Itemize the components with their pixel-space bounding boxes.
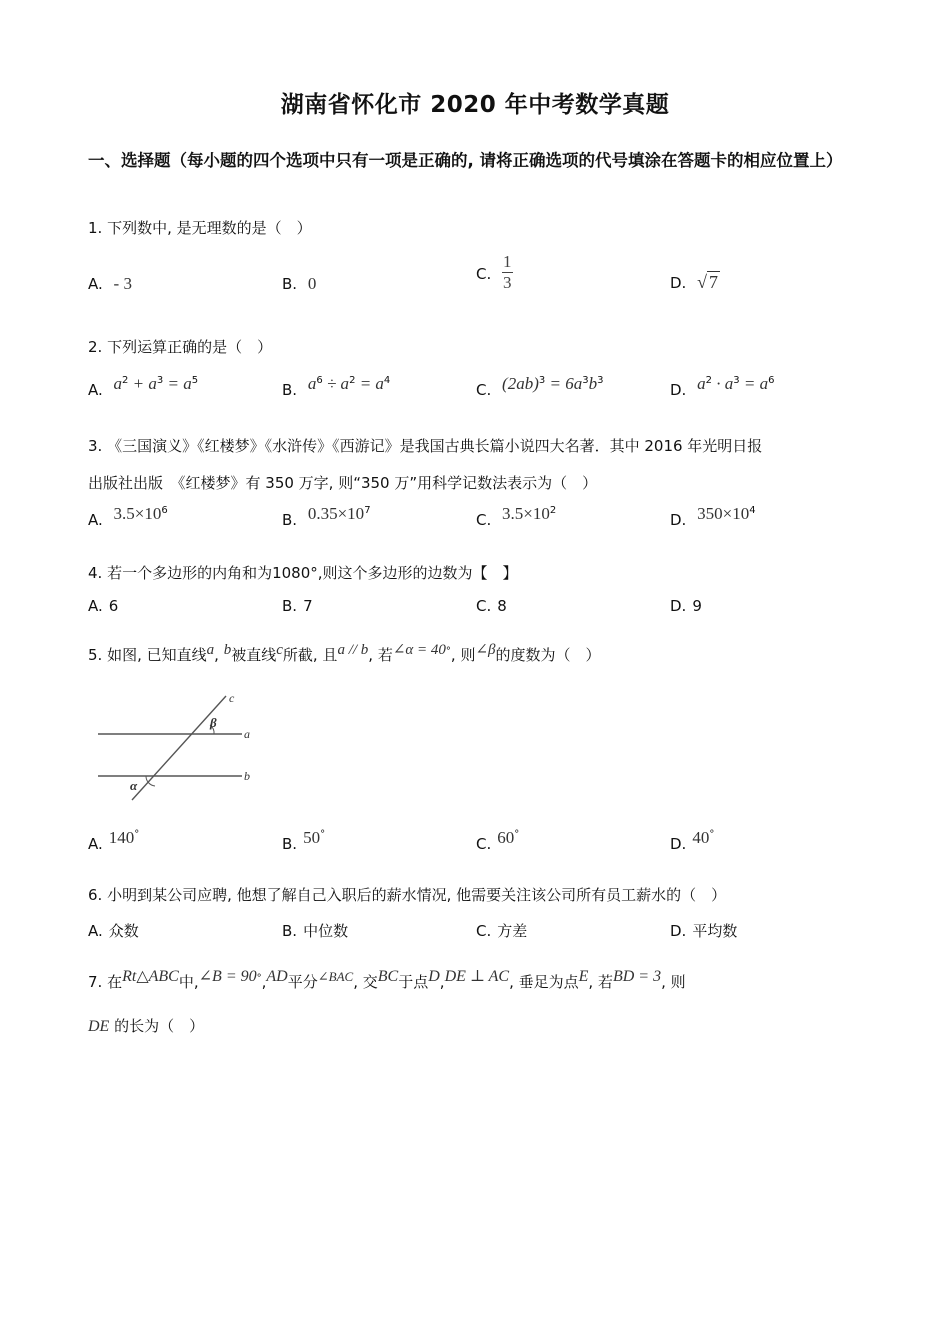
- option-a[interactable]: [88, 920, 139, 941]
- parallel-lines-figure: [96, 690, 266, 808]
- stem-text: , 若: [368, 646, 393, 664]
- option-label: D.: [670, 597, 687, 615]
- option-label: C.: [476, 381, 492, 399]
- expr-part: = a: [355, 374, 384, 393]
- option-value: - 3: [113, 274, 132, 293]
- expr-part: ÷ a: [322, 374, 350, 393]
- stem-text: 如图, 已知直线: [107, 646, 207, 664]
- expr-part: b: [588, 374, 598, 393]
- option-value: 7: [303, 597, 313, 615]
- option-a[interactable]: [88, 504, 168, 529]
- exponent: 3: [733, 375, 740, 386]
- label-b: b: [244, 769, 250, 783]
- option-label: B.: [282, 835, 298, 853]
- option-label: A.: [88, 922, 103, 940]
- exponent: 3: [582, 375, 589, 386]
- expr-part: a: [307, 374, 317, 393]
- exponent: 4: [383, 375, 391, 386]
- question-7: [88, 962, 878, 997]
- stem-text: , 若: [588, 973, 613, 991]
- option-a[interactable]: [88, 274, 132, 294]
- option-value: 6: [108, 597, 119, 615]
- question-stem-line1: 《三国演义》《红楼梦》《水浒传》《西游记》是我国古典长篇小说四大名著．其中 2016 年光明日报: [107, 437, 763, 455]
- question-7-line2: [88, 1014, 878, 1039]
- option-label: C.: [476, 511, 492, 529]
- exponent: 3: [538, 375, 546, 386]
- option-b[interactable]: [282, 274, 316, 294]
- stem-math: DE ⊥ AC: [444, 968, 510, 985]
- stem-math: ∠B = 90: [198, 968, 257, 985]
- exponent: 5: [191, 375, 199, 386]
- stem-text: 被直线: [231, 646, 277, 664]
- stem-math: ∠α = 40: [392, 642, 446, 658]
- option-value: 方差: [497, 922, 528, 940]
- question-stem: 小明到某公司应聘, 他想了解自己入职后的薪水情况, 他需要关注该公司所有员工薪水的（ ）: [107, 886, 727, 904]
- option-label: D.: [670, 511, 687, 529]
- stem-text: , 则: [450, 646, 476, 664]
- question-4-options: [88, 597, 868, 627]
- degree: °: [134, 829, 140, 840]
- option-label: B.: [282, 597, 298, 615]
- option-b[interactable]: [282, 374, 391, 399]
- label-alpha: α: [130, 778, 138, 793]
- exponent: 6: [316, 375, 323, 386]
- exponent: 2: [705, 375, 712, 386]
- stem-text: , 交: [353, 973, 378, 991]
- question-stem-line2: 出版社出版 《红楼梦》有 350 万字, 则“350 万”用科学记数法表示为（ ）: [88, 474, 598, 492]
- option-c[interactable]: [476, 597, 507, 615]
- option-b[interactable]: [282, 828, 326, 853]
- exponent: 7: [364, 505, 371, 516]
- section-heading: 一、选择题（每小题的四个选项中只有一项是正确的, 请将正确选项的代号填涂在答题卡的相应位置上）: [88, 151, 843, 170]
- option-c[interactable]: [476, 252, 513, 293]
- question-stem: 下列运算正确的是（ ）: [107, 338, 273, 356]
- option-value: 140: [108, 828, 135, 847]
- question-6-options: [88, 920, 868, 950]
- option-b[interactable]: [282, 920, 348, 941]
- page-title: 湖南省怀化市 2020 年中考数学真题: [280, 92, 670, 118]
- exponent: 2: [122, 375, 129, 386]
- question-stem: 下列数中, 是无理数的是（ ）: [107, 219, 312, 237]
- option-label: A.: [88, 597, 103, 615]
- fraction-numerator: 1: [503, 252, 512, 271]
- expr-part: = a: [163, 374, 192, 393]
- sci-base: 3.5×10: [502, 504, 550, 523]
- question-5-options: [88, 828, 868, 858]
- option-c[interactable]: [476, 828, 520, 853]
- option-value: 众数: [108, 922, 139, 940]
- degree: °: [514, 829, 520, 840]
- option-d[interactable]: [670, 504, 756, 529]
- question-5: [88, 638, 878, 667]
- expr-part: + a: [128, 374, 157, 393]
- expr-part: = a: [739, 374, 769, 393]
- line-c: [132, 696, 226, 800]
- stem-text: 平分: [287, 973, 318, 991]
- exponent: 4: [749, 505, 756, 516]
- option-label: B.: [282, 275, 298, 293]
- option-value: 40: [692, 828, 710, 847]
- exponent: 3: [156, 375, 164, 386]
- expr-part: a: [697, 374, 706, 393]
- question-6: [88, 883, 878, 907]
- option-value: 平均数: [692, 922, 738, 940]
- question-2-options: [88, 374, 868, 404]
- exponent: 6: [768, 375, 775, 386]
- stem-math: AD: [266, 968, 288, 985]
- fraction: [502, 252, 513, 293]
- option-label: A.: [88, 835, 103, 853]
- option-value: 0: [307, 274, 317, 293]
- stem-math: c: [276, 642, 283, 658]
- stem-math: Rt△ABC: [122, 968, 179, 985]
- option-label: B.: [282, 922, 298, 940]
- option-c[interactable]: [476, 504, 557, 529]
- question-number: 7.: [88, 973, 103, 991]
- stem-text: 的长为（ ）: [114, 1017, 205, 1035]
- stem-math: BD = 3: [612, 968, 662, 985]
- stem-math: a // b: [337, 642, 369, 658]
- label-a: a: [244, 727, 250, 741]
- option-d[interactable]: [670, 920, 737, 941]
- option-b[interactable]: [282, 504, 371, 529]
- option-a[interactable]: [88, 828, 140, 853]
- angle-alpha-arc: [146, 776, 155, 786]
- option-c[interactable]: [476, 374, 604, 399]
- degree: °: [709, 829, 715, 840]
- question-4: [88, 561, 878, 585]
- option-label: A.: [88, 275, 103, 293]
- question-number: 3.: [88, 437, 103, 455]
- fraction-denominator: 3: [503, 273, 512, 292]
- option-label: C.: [476, 597, 492, 615]
- option-label: D.: [670, 922, 687, 940]
- square-root: √ 7: [697, 272, 718, 292]
- stem-text: ,: [214, 646, 219, 664]
- option-a[interactable]: [88, 374, 199, 399]
- question-1-options: [88, 252, 868, 300]
- question-number: 4.: [88, 564, 103, 582]
- label-c: c: [229, 691, 235, 705]
- label-beta: β: [210, 715, 217, 730]
- option-label: D.: [670, 274, 687, 292]
- question-2: [88, 335, 878, 359]
- stem-math: BC: [377, 968, 399, 985]
- option-b[interactable]: [282, 597, 313, 615]
- stem-math: D: [428, 968, 440, 985]
- stem-text: 在: [107, 973, 123, 991]
- sci-base: 3.5×10: [113, 504, 162, 523]
- expr-part: a: [113, 374, 123, 393]
- sci-base: 0.35×10: [307, 504, 365, 523]
- option-label: A.: [88, 511, 103, 529]
- option-label: C.: [476, 265, 492, 283]
- question-number: 5.: [88, 646, 103, 664]
- stem-math: b: [223, 642, 232, 658]
- question-3-options: [88, 504, 868, 534]
- stem-text: ,: [439, 973, 445, 991]
- option-label: D.: [670, 835, 687, 853]
- option-d[interactable]: [670, 828, 715, 853]
- question-1: [88, 216, 878, 240]
- option-c[interactable]: [476, 920, 527, 941]
- stem-text: ,: [261, 973, 267, 991]
- stem-math: DE: [88, 1018, 110, 1035]
- degree: °: [445, 646, 451, 657]
- exponent: 2: [349, 375, 356, 386]
- degree: °: [256, 973, 262, 984]
- expr-part: = 6a: [545, 374, 583, 393]
- option-d[interactable]: [670, 597, 702, 615]
- option-label: C.: [476, 835, 492, 853]
- option-label: B.: [282, 381, 298, 399]
- exponent: 6: [161, 505, 168, 516]
- question-number: 2.: [88, 338, 103, 356]
- option-d[interactable]: [670, 374, 775, 399]
- option-d[interactable]: [670, 272, 720, 293]
- radicand: 7: [709, 272, 718, 292]
- expr-part: (2ab): [502, 374, 539, 393]
- stem-math: E: [578, 968, 589, 985]
- option-a[interactable]: [88, 597, 118, 615]
- option-value: 8: [497, 597, 507, 615]
- expr-part: · a: [711, 374, 734, 393]
- stem-math: ∠BAC: [317, 969, 354, 984]
- stem-text: 于点: [398, 973, 429, 991]
- degree: °: [320, 829, 326, 840]
- sci-base: 350×10: [697, 504, 750, 523]
- option-value: 9: [692, 597, 702, 615]
- option-label: B.: [282, 511, 298, 529]
- exponent: 2: [549, 505, 557, 516]
- stem-math: a: [206, 642, 215, 658]
- option-value: 60: [497, 828, 515, 847]
- option-label: C.: [476, 922, 492, 940]
- stem-text: 中,: [178, 973, 199, 991]
- stem-text: , 垂足为点: [509, 973, 579, 991]
- question-number: 6.: [88, 886, 103, 904]
- question-3: [88, 428, 878, 502]
- option-value: 中位数: [303, 922, 349, 940]
- option-label: A.: [88, 381, 103, 399]
- question-stem: 若一个多边形的内角和为1080°,则这个多边形的边数为【 】: [107, 564, 518, 582]
- exponent: 3: [597, 375, 604, 386]
- option-value: 50: [303, 828, 321, 847]
- question-number: 1.: [88, 219, 103, 237]
- stem-math: ∠β: [475, 642, 496, 658]
- stem-text: , 则: [661, 973, 686, 991]
- option-label: D.: [670, 381, 687, 399]
- stem-text: 所截, 且: [282, 646, 338, 664]
- stem-text: 的度数为（ ）: [495, 646, 601, 664]
